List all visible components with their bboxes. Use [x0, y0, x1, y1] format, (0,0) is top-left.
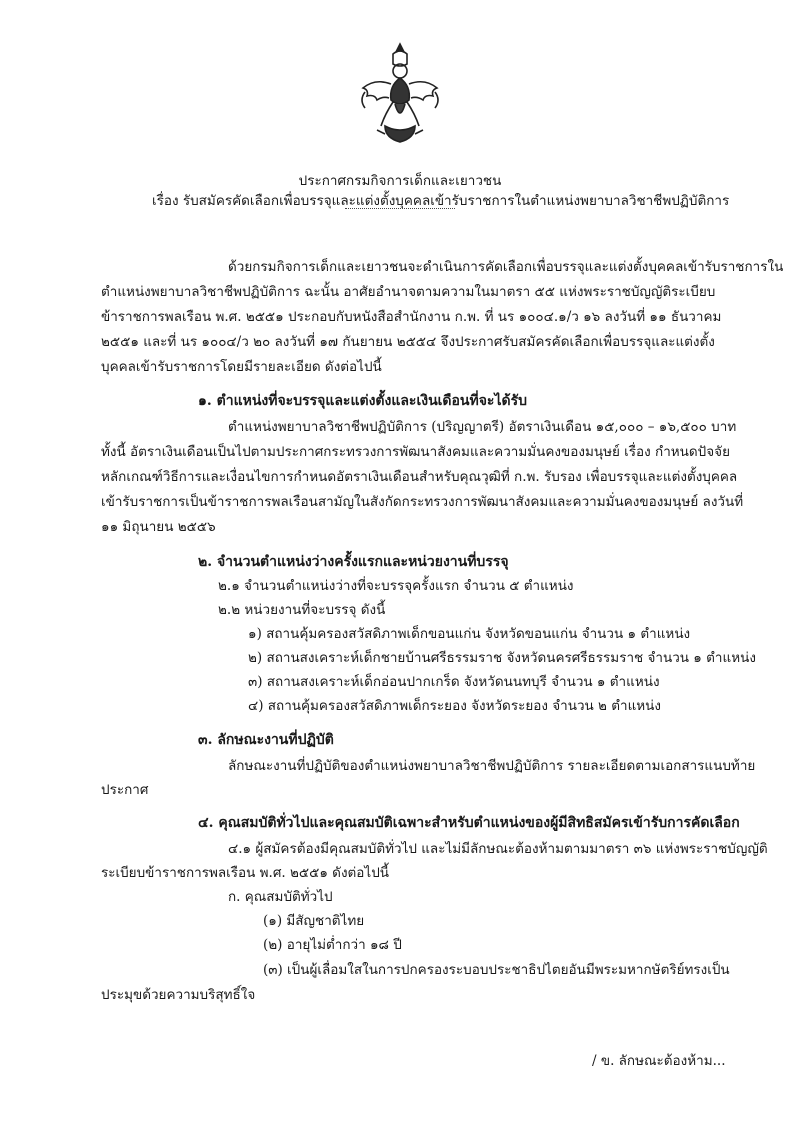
section4-heading: ๔. คุณสมบัติทั่วไปและคุณสมบัติเฉพาะสำหรับตำแหน่งของผู้มีสิทธิสมัครเข้ารับการคัดเลือก [198, 815, 740, 831]
unit-item: ๒) สถานสงเคราะห์เด็กชายบ้านศรีธรรมราช จังหวัดนครศรีธรรมราช จำนวน ๑ ตำแหน่ง [248, 650, 756, 666]
intro-line: ตำแหน่งพยาบาลวิชาชีพปฏิบัติการ ฉะนั้น อาศัยอำนาจตามความในมาตรา ๕๕ แห่งพระราชบัญญัติระเบียบ [101, 284, 716, 300]
unit-item: ๓) สถานสงเคราะห์เด็กอ่อนปากเกร็ด จังหวัดนนทบุรี จำนวน ๑ ตำแหน่ง [248, 674, 660, 690]
divider [345, 208, 455, 209]
section2-heading: ๒. จำนวนตำแหน่งว่างครั้งแรกและหน่วยงานที่บรรจุ [198, 554, 509, 570]
section3-line: ประกาศ [101, 782, 149, 798]
section1-line: เข้ารับราชการเป็นข้าราชการพลเรือนสามัญในสังกัดกระทรวงการพัฒนาสังคมและความมั่นคงของมนุษย์ ลงวันที่ [101, 494, 744, 510]
intro-line: บุคคลเข้ารับราชการโดยมีรายละเอียด ดังต่อไปนี้ [101, 359, 382, 375]
unit-item: ๔) สถานคุ้มครองสวัสดิภาพเด็กระยอง จังหวัดระยอง จำนวน ๒ ตำแหน่ง [248, 698, 662, 714]
garuda-emblem-icon [355, 38, 445, 150]
intro-line: ข้าราชการพลเรือน พ.ศ. ๒๕๕๑ ประกอบกับหนังสือสำนักงาน ก.พ. ที่ นร ๑๐๐๔.๑/ว ๑๖ ลงวันที่ ๑๑ ธันวาคม [101, 309, 722, 325]
section1-line: ทั้งนี้ อัตราเงินเดือนเป็นไปตามประกาศกระทรวงการพัฒนาสังคมและความมั่นคงของมนุษย์ เรื่อง กำหนดปัจจัย [101, 444, 730, 460]
section1-heading: ๑. ตำแหน่งที่จะบรรจุและแต่งตั้งและเงินเดือนที่จะได้รับ [198, 393, 527, 409]
qualification-item: (๓) เป็นผู้เลื่อมใสในการปกครองระบอบประชาธิปไตยอันมีพระมหากษัตริย์ทรงเป็น [263, 962, 730, 978]
section4-line: ระเบียบข้าราชการพลเรือน พ.ศ. ๒๕๕๑ ดังต่อไปนี้ [101, 865, 389, 881]
qualification-continuation: ประมุขด้วยความบริสุทธิ์ใจ [101, 987, 256, 1003]
subject-line: เรื่อง รับสมัครคัดเลือกเพื่อบรรจุและแต่งตั้งบุคคลเข้ารับราชการในตำแหน่งพยาบาลวิชาชีพปฏิบัติการ [152, 193, 730, 209]
intro-line: ๒๕๕๑ และที่ นร ๑๐๐๔/ว ๒๐ ลงวันที่ ๑๗ กันยายน ๒๕๕๔ จึงประกาศรับสมัครคัดเลือกเพื่อบรรจุและแต่งตั้ง [101, 334, 715, 350]
unit-item: ๑) สถานคุ้มครองสวัสดิภาพเด็กขอนแก่น จังหวัดขอนแก่น จำนวน ๑ ตำแหน่ง [248, 626, 691, 642]
section3-heading: ๓. ลักษณะงานที่ปฏิบัติ [198, 732, 334, 748]
general-qualifications-heading: ก. คุณสมบัติทั่วไป [228, 889, 333, 905]
issuer-title: ประกาศกรมกิจการเด็กและเยาวชน [298, 173, 502, 189]
section3-line: ลักษณะงานที่ปฏิบัติของตำแหน่งพยาบาลวิชาชีพปฏิบัติการ รายละเอียดตามเอกสารแนบท้าย [228, 758, 756, 774]
section1-line: ตำแหน่งพยาบาลวิชาชีพปฏิบัติการ (ปริญญาตรี) อัตราเงินเดือน ๑๕,๐๐๐ – ๑๖,๕๐๐ บาท [228, 419, 737, 435]
section4-line: ๔.๑ ผู้สมัครต้องมีคุณสมบัติทั่วไป และไม่มีลักษณะต้องห้ามตามมาตรา ๓๖ แห่งพระราชบัญญัติ [228, 841, 768, 857]
qualification-item: (๒) อายุไม่ต่ำกว่า ๑๘ ปี [263, 937, 402, 953]
next-page-marker: / ข. ลักษณะต้องห้าม... [592, 1053, 726, 1069]
qualification-item: (๑) มีสัญชาติไทย [263, 913, 365, 929]
intro-line: ด้วยกรมกิจการเด็กและเยาวชนจะดำเนินการคัดเลือกเพื่อบรรจุและแต่งตั้งบุคคลเข้ารับราชการใน [228, 259, 784, 275]
section1-line: หลักเกณฑ์วิธีการและเงื่อนไขการกำหนดอัตราเงินเดือนสำหรับคุณวุฒิที่ ก.พ. รับรอง เพื่อบรรจุและแต่งตั้งบุคคล [101, 469, 738, 485]
section2-sub1: ๒.๑ จำนวนตำแหน่งว่างที่จะบรรจุครั้งแรก จำนวน ๕ ตำแหน่ง [218, 578, 574, 594]
section2-sub2: ๒.๒ หน่วยงานที่จะบรรจุ ดังนี้ [218, 602, 386, 618]
section1-line: ๑๑ มิถุนายน ๒๕๕๖ [101, 519, 216, 535]
